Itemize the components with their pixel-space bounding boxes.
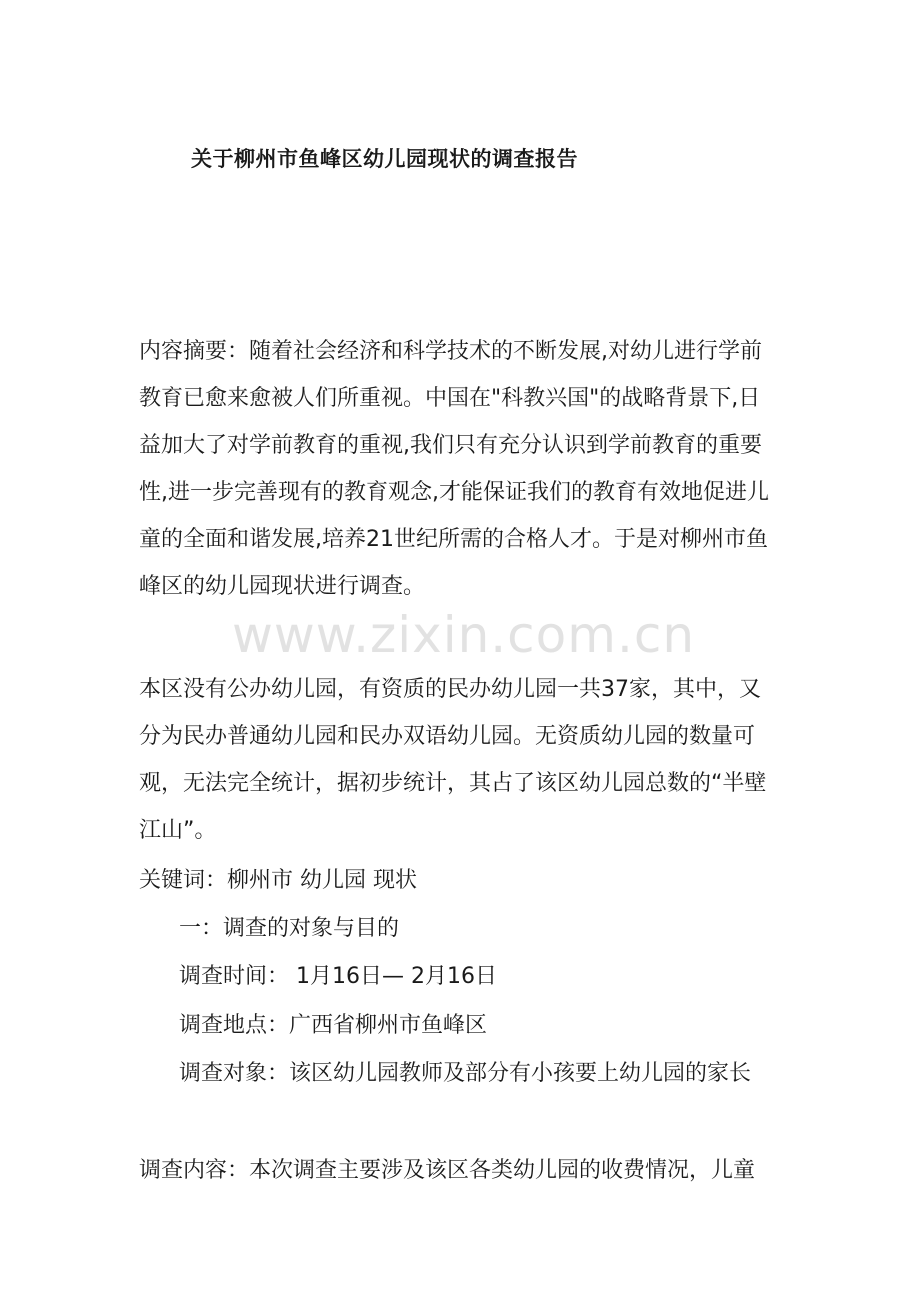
section-heading: 一：调查的对象与目的 xyxy=(179,916,400,941)
abstract-line: 内容摘要：随着社会经济和科学技术的不断发展,对幼儿进行学前 xyxy=(139,339,762,364)
survey-time: 调查时间： 1月16日— 2月16日 xyxy=(179,964,497,989)
abstract-line: 峰区的幼儿园现状进行调查。 xyxy=(139,574,426,599)
paragraph-line: 江山”。 xyxy=(139,818,217,843)
survey-place: 调查地点：广西省柳州市鱼峰区 xyxy=(179,1013,488,1038)
document-title: 关于柳州市鱼峰区幼儿园现状的调查报告 xyxy=(191,147,578,171)
survey-content: 调查内容：本次调查主要涉及该区各类幼儿园的收费情况，儿童 xyxy=(139,1158,756,1183)
abstract-line: 童的全面和谐发展,培养21世纪所需的合格人才。于是对柳州市鱼 xyxy=(139,527,768,552)
paragraph-line: 分为民办普通幼儿园和民办双语幼儿园。无资质幼儿园的数量可 xyxy=(139,724,756,749)
keywords-line: 关键词：柳州市 幼儿园 现状 xyxy=(139,868,417,893)
abstract-paragraph xyxy=(139,328,789,610)
survey-subjects: 调查对象：该区幼儿园教师及部分有小孩要上幼儿园的家长 xyxy=(179,1061,752,1086)
kindergarten-status-paragraph xyxy=(139,666,789,854)
abstract-line: 教育已愈来愈被人们所重视。中国在"科教兴国"的战略背景下,日 xyxy=(139,386,761,411)
watermark: www.zixin.com.cn xyxy=(232,606,696,664)
abstract-line: 益加大了对学前教育的重视,我们只有充分认识到学前教育的重要 xyxy=(139,433,762,458)
paragraph-line: 观，无法完全统计，据初步统计，其占了该区幼儿园总数的“半壁 xyxy=(139,771,767,796)
abstract-line: 性,进一步完善现有的教育观念,才能保证我们的教育有效地促进儿 xyxy=(139,480,769,505)
paragraph-line: 本区没有公办幼儿园，有资质的民办幼儿园一共37家，其中，又 xyxy=(139,677,761,702)
